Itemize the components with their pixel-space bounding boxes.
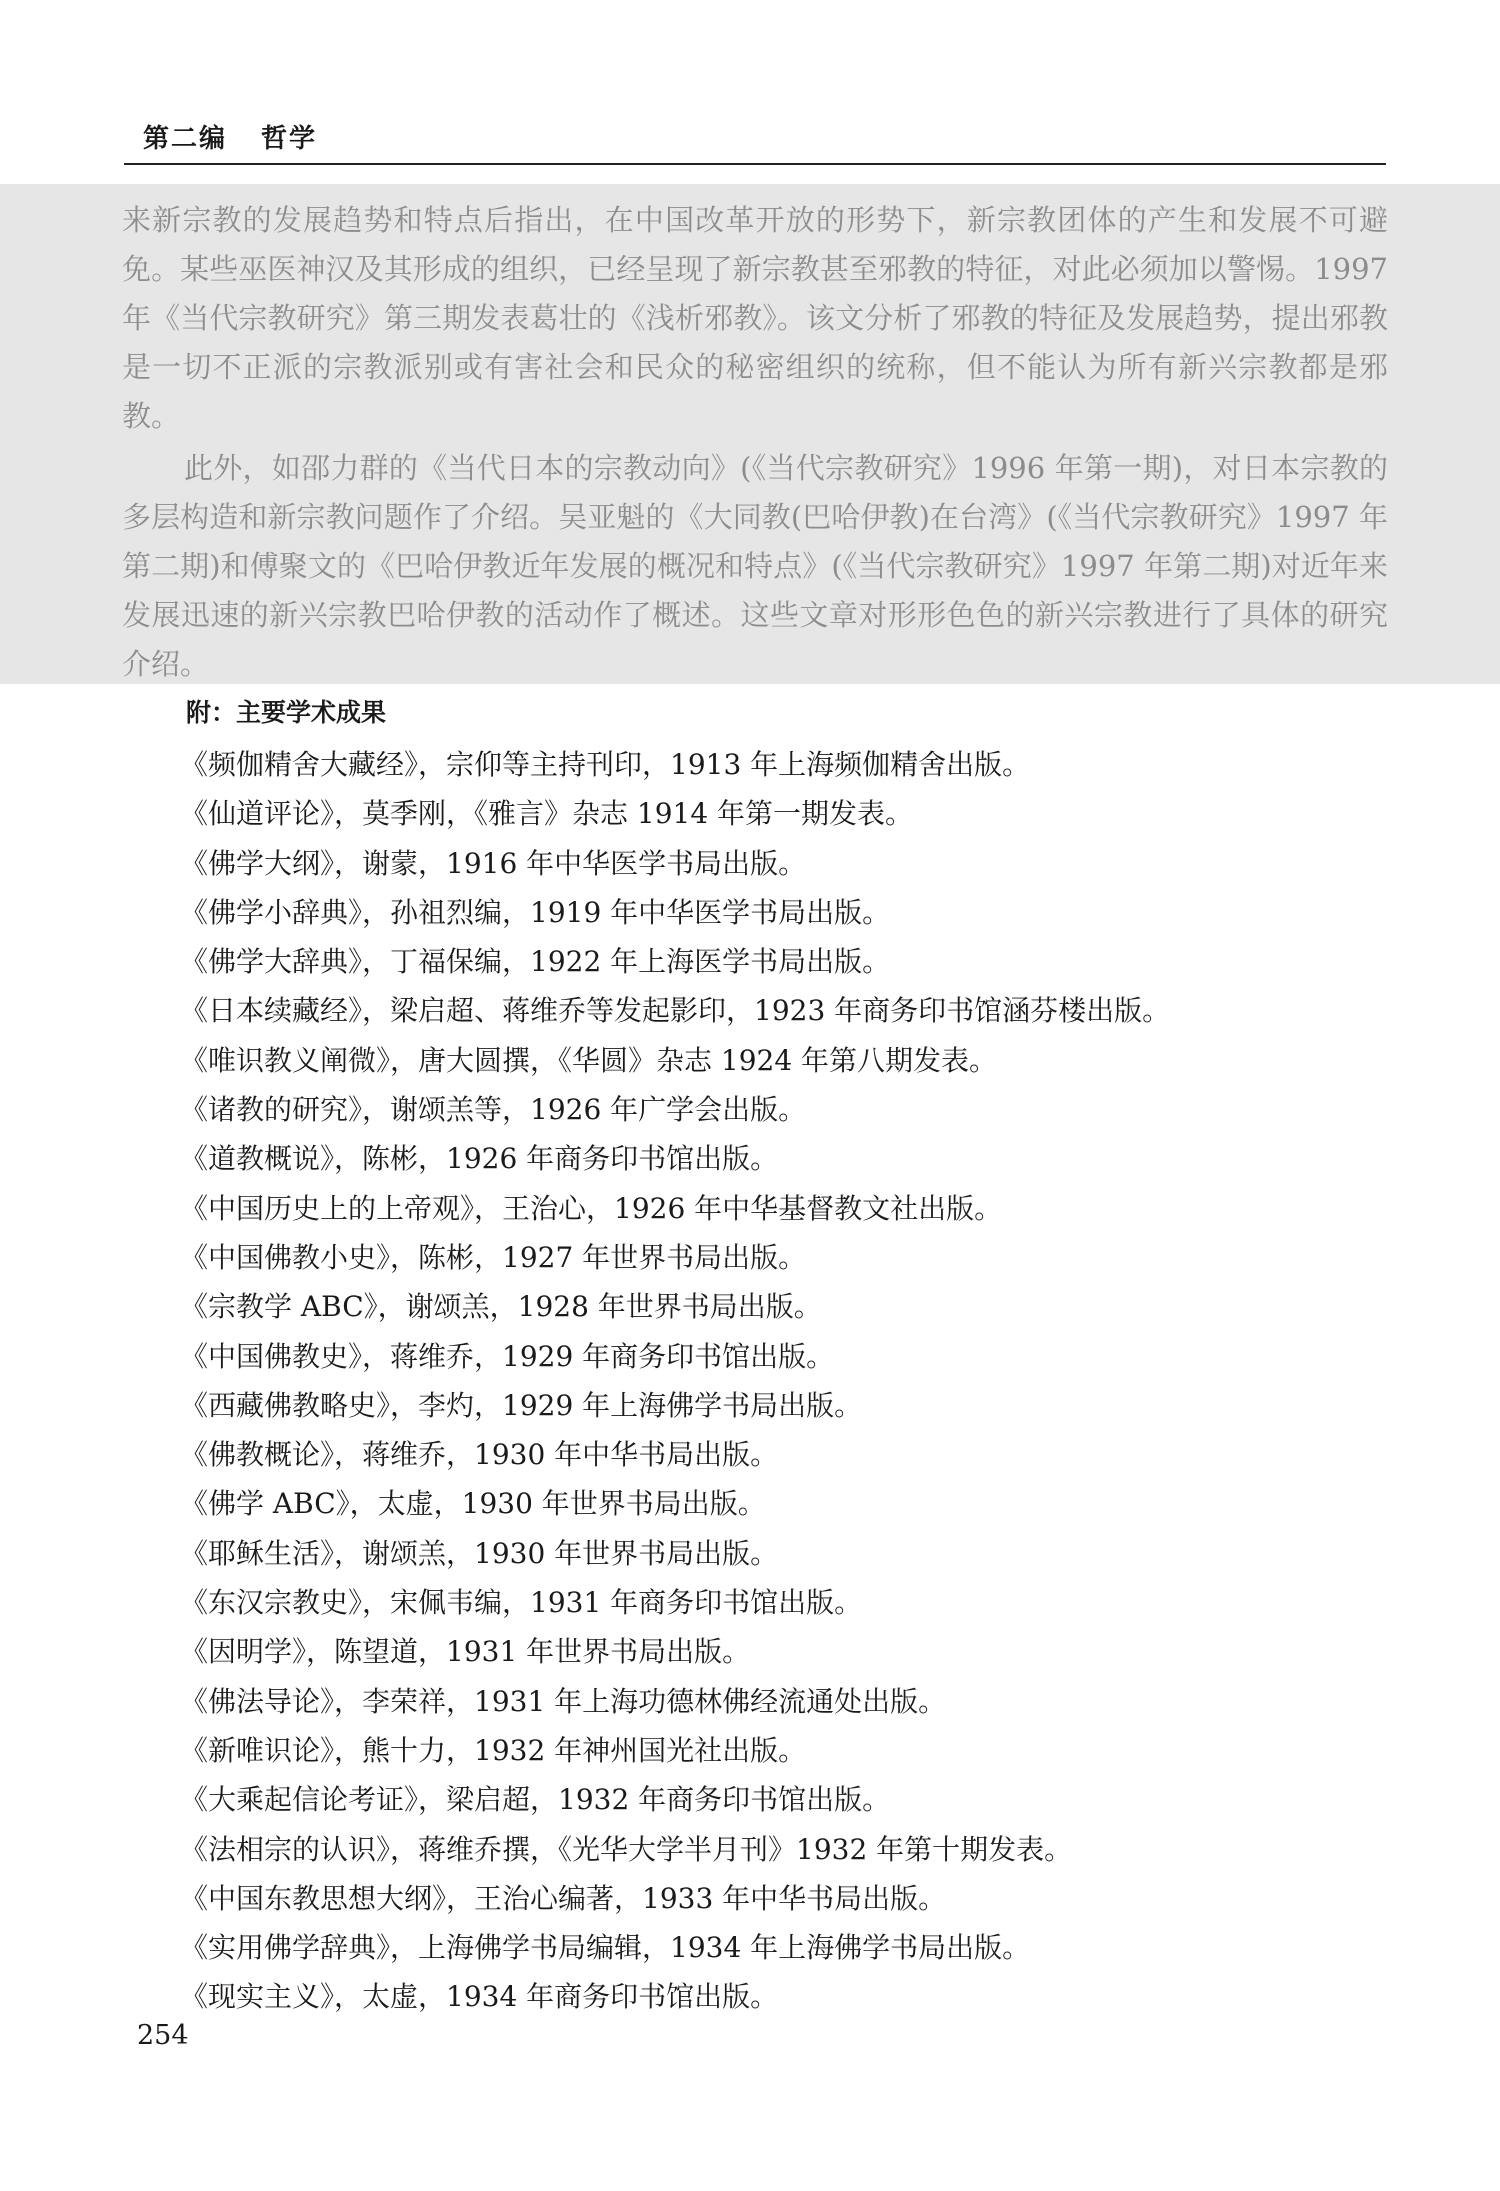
shaded-paragraph-2: 此外，如邵力群的《当代日本的宗教动向》(《当代宗教研究》1996 年第一期)，对日本宗教的多层构造和新宗教问题作了介绍。吴亚魁的《大同教(巴哈伊教)在台湾》(《当代宗教研究》1997 年第二期)和傅聚文的《巴哈伊教近年发展的概况和特点》(《当代宗教研究》1997 年第二期)对近年来发展迅速的新兴宗教巴哈伊教的活动作了概述。这些文章对形形色色的新兴宗教进行了具体的研究介绍。 [122,451,1388,681]
bibliography-entry: 《佛学大纲》，谢蒙，1916 年中华医学书局出版。 [180,846,807,880]
bibliography-entry: 《大乘起信论考证》，梁启超，1932 年商务印书馆出版。 [180,1783,891,1817]
bibliography-entry: 《仙道评论》，莫季刚，《雅言》杂志 1914 年第一期发表。 [180,797,914,831]
bibliography-entry: 《中国佛教史》，蒋维乔，1929 年商务印书馆出版。 [180,1339,835,1373]
bibliography-entry: 《法相宗的认识》，蒋维乔撰，《光华大学半月刊》1932 年第十期发表。 [180,1832,1073,1866]
header-part: 第二编 [143,124,228,154]
bibliography-entry: 《佛学小辞典》，孙祖烈编，1919 年中华医学书局出版。 [180,895,891,929]
shaded-paragraph-1: 来新宗教的发展趋势和特点后指出，在中国改革开放的形势下，新宗教团体的产生和发展不可避免。某些巫医神汉及其形成的组织，已经呈现了新宗教甚至邪教的特征，对此必须加以警惕。1997 年《当代宗教研究》第三期发表葛壮的《浅析邪教》。该文分析了邪教的特征及发展趋势，提出邪教是一切不正派的宗教派别或有害社会和民众的秘密组织的统称，但不能认为所有新兴宗教都是邪教。 [122,203,1388,433]
bibliography-entry: 《佛学 ABC》，太虚，1930 年世界书局出版。 [180,1487,766,1521]
bibliography-entry: 《中国东教思想大纲》，王治心编著，1933 年中华书局出版。 [180,1881,947,1915]
bibliography-entry: 《佛学大辞典》，丁福保编，1922 年上海医学书局出版。 [180,945,891,979]
bibliography-entry: 《频伽精舍大藏经》，宗仰等主持刊印，1913 年上海频伽精舍出版。 [180,748,1031,781]
bibliography-entry: 《因明学》，陈望道，1931 年世界书局出版。 [180,1635,751,1669]
running-header [143,118,317,155]
bibliography-entry: 《佛教概论》，蒋维乔，1930 年中华书局出版。 [180,1438,779,1472]
header-rule [124,163,1386,165]
bibliography-entry: 《日本续藏经》，梁启超、蒋维乔等发起影印，1923 年商务印书馆涵芬楼出版。 [180,994,1171,1028]
bibliography-entry: 《道教概说》，陈彬，1926 年商务印书馆出版。 [180,1142,779,1176]
bibliography-entry: 《东汉宗教史》，宋佩韦编，1931 年商务印书馆出版。 [180,1586,863,1620]
page-number: 254 [137,2020,189,2051]
bibliography-entry: 《佛法导论》，李荣祥，1931 年上海功德林佛经流通处出版。 [180,1684,947,1718]
bibliography-entry: 《宗教学 ABC》，谢颂羔，1928 年世界书局出版。 [180,1290,822,1324]
bibliography-entry: 《中国历史上的上帝观》，王治心，1926 年中华基督教文社出版。 [180,1191,1003,1225]
appendix-title: 附：主要学术成果 [186,698,387,727]
bibliography-entry: 《耶稣生活》，谢颂羔，1930 年世界书局出版。 [180,1536,779,1570]
shaded-text-block [0,184,1500,684]
bibliography-entry: 《现实主义》，太虚，1934 年商务印书馆出版。 [180,1980,779,2014]
header-section: 哲学 [261,124,318,154]
bibliography-entry: 《诸教的研究》，谢颂羔等，1926 年广学会出版。 [180,1093,807,1127]
bibliography-entry: 《新唯识论》，熊十力，1932 年神州国光社出版。 [180,1733,807,1767]
bibliography-entry: 《唯识教义阐微》，唐大圆撰，《华圆》杂志 1924 年第八期发表。 [180,1043,998,1077]
bibliography-entry: 《中国佛教小史》，陈彬，1927 年世界书局出版。 [180,1240,807,1274]
bibliography-list [180,740,1170,2022]
bibliography-entry: 《实用佛学辞典》，上海佛学书局编辑，1934 年上海佛学书局出版。 [180,1931,1031,1965]
bibliography-entry: 《西藏佛教略史》，李灼，1929 年上海佛学书局出版。 [180,1388,863,1422]
